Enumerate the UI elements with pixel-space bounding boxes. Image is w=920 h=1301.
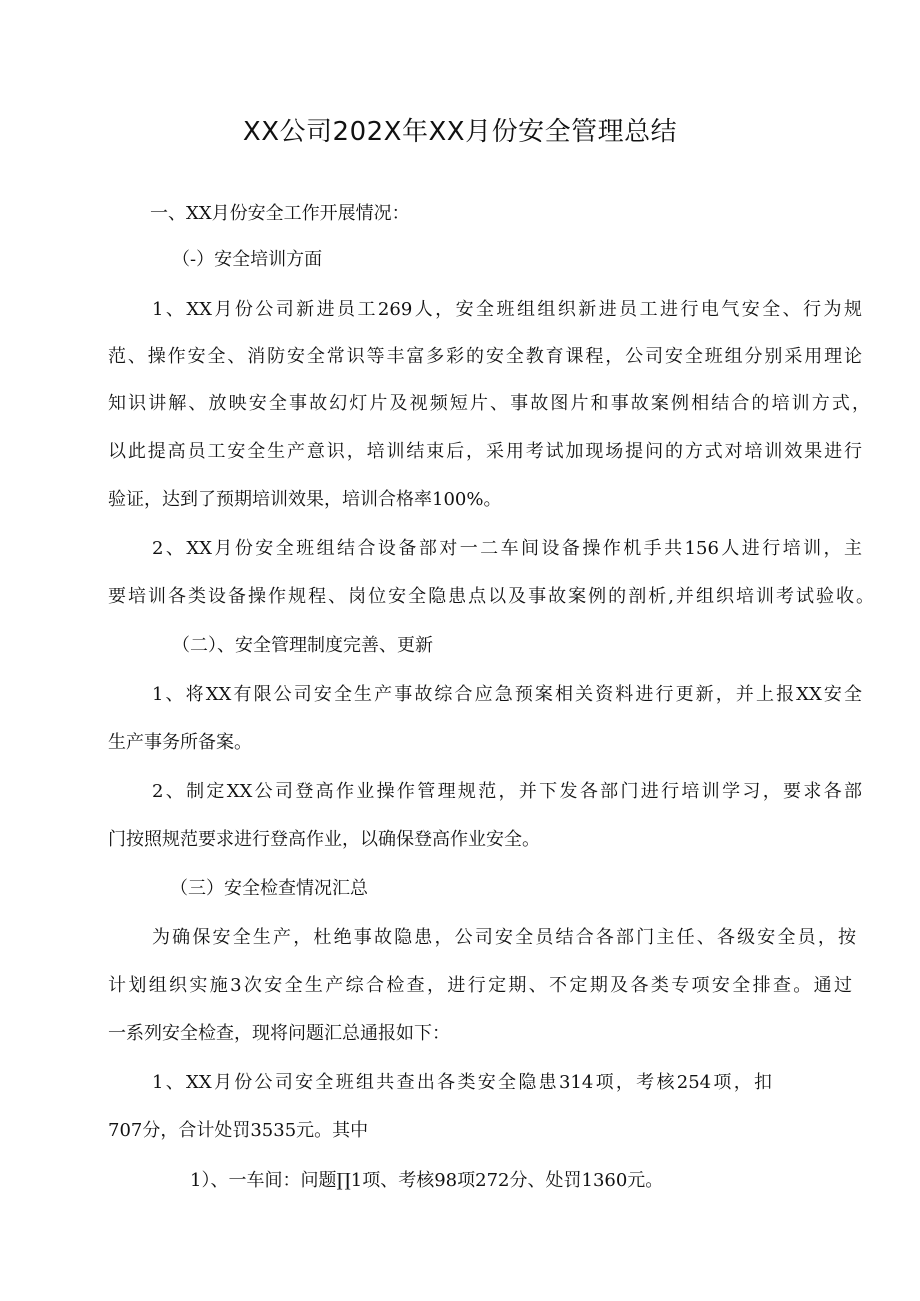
- paragraph-line: 门按照规范要求进行登高作业，以确保登高作业安全。: [108, 829, 540, 850]
- paragraph-line: 知识讲解、放映安全事故幻灯片及视频短片、事故图片和事故案例相结合的培训方式，: [108, 393, 870, 414]
- document-title: XX公司202X年XX月份安全管理总结: [242, 117, 678, 147]
- subsection-heading-training: （-）安全培训方面: [172, 249, 323, 270]
- paragraph-line: 为确保安全生产，杜绝事故隐患，公司安全员结合各部门主任、各级安全员，按: [152, 927, 856, 948]
- section-heading-1: 一、XX月份安全工作开展情况：: [150, 203, 410, 224]
- paragraph-line: 计划组织实施3次安全生产综合检查，进行定期、不定期及各类专项安全排查。通过: [108, 975, 852, 996]
- paragraph-line: 2、XX月份安全班组结合设备部对一二车间设备操作机手共156人进行培训，主: [152, 538, 862, 559]
- subsection-heading-inspection: （三）安全检查情况汇总: [170, 878, 368, 899]
- paragraph-line: 以此提高员工安全生产意识，培训结束后，采用考试加现场提问的方式对培训效果进行: [108, 441, 862, 462]
- list-item: 1）、一车间：问题∏1项、考核98项272分、处罚1360元。: [190, 1170, 664, 1191]
- paragraph-line: 707分，合计处罚3535元。其中: [108, 1120, 369, 1141]
- paragraph-line: 1、XX月份公司安全班组共查出各类安全隐患314项，考核254项，扣: [152, 1072, 772, 1093]
- paragraph-line: 一系列安全检查，现将问题汇总通报如下：: [108, 1023, 450, 1044]
- paragraph-line: 1、将XX有限公司安全生产事故综合应急预案相关资料进行更新，并上报XX安全: [152, 684, 862, 705]
- paragraph-line: 2、制定XX公司登高作业操作管理规范，并下发各部门进行培训学习，要求各部: [152, 781, 862, 802]
- paragraph-line: 范、操作安全、消防安全常识等丰富多彩的安全教育课程，公司安全班组分别采用理论: [108, 346, 862, 367]
- paragraph-line: 验证，达到了预期培训效果，培训合格率100%。: [108, 489, 502, 510]
- subsection-heading-regulations: （二）、安全管理制度完善、更新: [172, 635, 433, 656]
- paragraph-line: 1、XX月份公司新进员工269人，安全班组组织新进员工进行电气安全、行为规: [152, 299, 862, 320]
- paragraph-line: 生产事务所备案。: [108, 732, 252, 753]
- paragraph-line: 要培训各类设备操作规程、岗位安全隐患点以及事故案例的剖析,并组织培训考试验收。: [108, 586, 874, 607]
